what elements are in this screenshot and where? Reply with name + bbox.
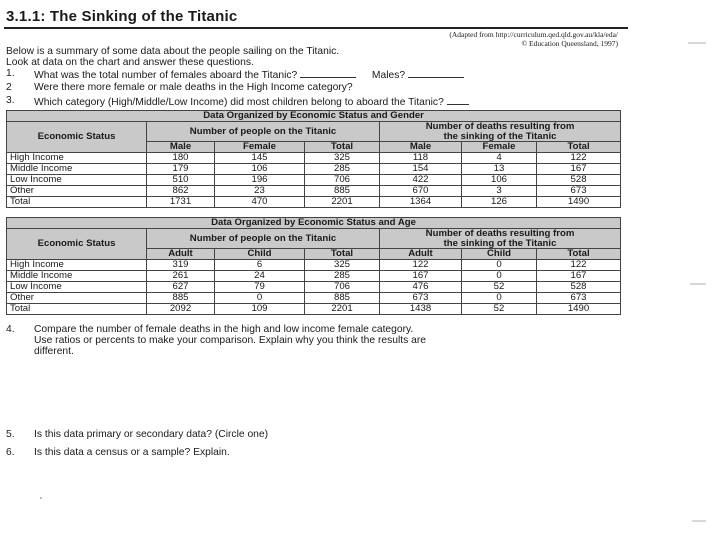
table-cell: 862 xyxy=(147,186,215,197)
row-label: Total xyxy=(7,304,147,315)
males-answer-blank[interactable] xyxy=(408,68,464,78)
table-cell: 118 xyxy=(380,153,462,164)
table-cell: 109 xyxy=(215,304,305,315)
gender-col-header: Male xyxy=(147,142,215,153)
gender-table-people-header: Number of people on the Titanic xyxy=(147,122,380,142)
table-cell: 1731 xyxy=(147,197,215,208)
table-cell: 670 xyxy=(380,186,462,197)
gender-col-header: Male xyxy=(380,142,462,153)
table-cell: 52 xyxy=(462,282,537,293)
source-line-1: (Adapted from http://curriculum.qed.qld.gov.au/kla/eda/ xyxy=(449,30,618,39)
question-5-number: 5. xyxy=(6,429,15,440)
row-label: Other xyxy=(7,186,147,197)
question-2 xyxy=(6,82,606,94)
table-cell: 1364 xyxy=(380,197,462,208)
question-6-text: Is this data a census or a sample? Explain. xyxy=(34,447,230,458)
question-2-text: Were there more female or male deaths in the High Income category? xyxy=(34,82,353,93)
table-cell: 167 xyxy=(537,164,621,175)
row-label: Low Income xyxy=(7,175,147,186)
row-label: Low Income xyxy=(7,282,147,293)
question-3-answer-blank[interactable] xyxy=(447,95,469,105)
intro-line-1: Below is a summary of some data about the people sailing on the Titanic. xyxy=(6,46,340,57)
table-row xyxy=(7,304,621,315)
question-3-prompt: Which category (High/Middle/Low Income) did most children belong to aboard the Titanic? xyxy=(34,97,444,108)
table-row xyxy=(7,260,621,271)
question-3 xyxy=(6,95,626,107)
table-cell: 167 xyxy=(537,271,621,282)
age-table-deaths-header xyxy=(380,229,621,249)
table-cell: 106 xyxy=(215,164,305,175)
question-4-text xyxy=(34,324,426,357)
scan-speck xyxy=(692,520,706,522)
gender-data-table xyxy=(6,110,621,208)
age-table-deaths-header-line-1: Number of deaths resulting from xyxy=(425,228,575,239)
table-cell: 79 xyxy=(215,282,305,293)
gender-table-caption: Data Organized by Economic Status and Gender xyxy=(7,111,621,122)
table-cell: 122 xyxy=(537,260,621,271)
row-label: Middle Income xyxy=(7,271,147,282)
table-cell: 3 xyxy=(462,186,537,197)
gender-table-deaths-header xyxy=(380,122,621,142)
age-col-header: Total xyxy=(305,249,380,260)
table-cell: 179 xyxy=(147,164,215,175)
table-cell: 285 xyxy=(305,164,380,175)
table-row xyxy=(7,282,621,293)
question-4-line-1: Compare the number of female deaths in the high and low income female category. xyxy=(34,324,414,335)
table-cell: 167 xyxy=(380,271,462,282)
row-label: High Income xyxy=(7,153,147,164)
table-cell: 422 xyxy=(380,175,462,186)
age-col-header: Adult xyxy=(380,249,462,260)
gender-col-header: Female xyxy=(462,142,537,153)
question-3-text xyxy=(34,95,469,108)
table-cell: 528 xyxy=(537,175,621,186)
question-1-text xyxy=(34,68,464,81)
table-cell: 325 xyxy=(305,153,380,164)
table-cell: 0 xyxy=(462,293,537,304)
table-cell: 885 xyxy=(305,293,380,304)
table-cell: 627 xyxy=(147,282,215,293)
scan-speck xyxy=(40,497,42,499)
question-1-prompt: What was the total number of females aboard the Titanic? xyxy=(34,70,298,81)
table-cell: 476 xyxy=(380,282,462,293)
females-answer-blank[interactable] xyxy=(300,68,356,78)
table-cell: 706 xyxy=(305,282,380,293)
table-row xyxy=(7,164,621,175)
table-cell: 2092 xyxy=(147,304,215,315)
age-table-caption: Data Organized by Economic Status and Age xyxy=(7,218,621,229)
table-cell: 122 xyxy=(380,260,462,271)
row-label: Other xyxy=(7,293,147,304)
table-row xyxy=(7,186,621,197)
row-label: High Income xyxy=(7,260,147,271)
table-row xyxy=(7,271,621,282)
table-cell: 6 xyxy=(215,260,305,271)
age-table-people-header: Number of people on the Titanic xyxy=(147,229,380,249)
table-cell: 885 xyxy=(305,186,380,197)
question-4-number: 4. xyxy=(6,324,15,335)
table-cell: 23 xyxy=(215,186,305,197)
table-cell: 0 xyxy=(462,260,537,271)
table-cell: 13 xyxy=(462,164,537,175)
table-cell: 673 xyxy=(537,293,621,304)
age-col-header: Child xyxy=(215,249,305,260)
age-col-header: Adult xyxy=(147,249,215,260)
table-cell: 325 xyxy=(305,260,380,271)
question-4-line-2: Use ratios or percents to make your comparison. Explain why you think the results are xyxy=(34,335,427,346)
table-cell: 180 xyxy=(147,153,215,164)
question-3-number: 3. xyxy=(6,95,15,106)
table-cell: 2201 xyxy=(305,197,380,208)
title-divider xyxy=(4,27,628,29)
question-6 xyxy=(6,447,606,459)
table-cell: 885 xyxy=(147,293,215,304)
table-cell: 673 xyxy=(537,186,621,197)
table-cell: 1490 xyxy=(537,304,621,315)
table-cell: 528 xyxy=(537,282,621,293)
question-1-number: 1. xyxy=(6,68,15,79)
source-citation xyxy=(383,30,618,48)
age-col-header: Child xyxy=(462,249,537,260)
table-cell: 261 xyxy=(147,271,215,282)
table-row xyxy=(7,153,621,164)
source-line-2: © Education Queensland, 1997) xyxy=(521,39,618,48)
table-cell: 196 xyxy=(215,175,305,186)
table-cell: 673 xyxy=(380,293,462,304)
row-label: Total xyxy=(7,197,147,208)
table-cell: 0 xyxy=(462,271,537,282)
gender-col-header: Total xyxy=(305,142,380,153)
question-2-number: 2 xyxy=(6,82,12,93)
table-cell: 106 xyxy=(462,175,537,186)
question-4-line-3: different. xyxy=(34,346,74,357)
age-table-status-header: Economic Status xyxy=(7,229,147,260)
gender-table-status-header: Economic Status xyxy=(7,122,147,153)
table-cell: 1490 xyxy=(537,197,621,208)
gender-col-header: Female xyxy=(215,142,305,153)
row-label: Middle Income xyxy=(7,164,147,175)
table-cell: 126 xyxy=(462,197,537,208)
gender-table-deaths-header-line-1: Number of deaths resulting from xyxy=(425,121,575,132)
question-5-text: Is this data primary or secondary data? (Circle one) xyxy=(34,429,269,440)
table-row xyxy=(7,293,621,304)
gender-table-deaths-header-line-2: the sinking of the Titanic xyxy=(443,130,557,142)
scan-speck xyxy=(690,283,706,285)
table-cell: 470 xyxy=(215,197,305,208)
question-1-males-label: Males? xyxy=(371,70,406,81)
scan-speck xyxy=(688,42,706,44)
intro-line-2: Look at data on the chart and answer these questions. xyxy=(6,57,254,68)
table-cell: 122 xyxy=(537,153,621,164)
table-cell: 319 xyxy=(147,260,215,271)
gender-col-header: Total xyxy=(537,142,621,153)
table-cell: 145 xyxy=(215,153,305,164)
table-row xyxy=(7,175,621,186)
table-cell: 510 xyxy=(147,175,215,186)
page-title: 3.1.1: The Sinking of the Titanic xyxy=(6,8,238,25)
table-cell: 285 xyxy=(305,271,380,282)
question-1 xyxy=(6,68,606,80)
table-row xyxy=(7,197,621,208)
age-data-table xyxy=(6,217,621,315)
question-6-number: 6. xyxy=(6,447,15,458)
table-cell: 52 xyxy=(462,304,537,315)
age-table-deaths-header-line-2: the sinking of the Titanic xyxy=(443,237,557,249)
table-cell: 4 xyxy=(462,153,537,164)
age-col-header: Total xyxy=(537,249,621,260)
table-cell: 154 xyxy=(380,164,462,175)
question-4 xyxy=(6,324,616,360)
table-cell: 706 xyxy=(305,175,380,186)
question-5 xyxy=(6,429,606,441)
table-cell: 1438 xyxy=(380,304,462,315)
table-cell: 0 xyxy=(215,293,305,304)
table-cell: 2201 xyxy=(305,304,380,315)
table-cell: 24 xyxy=(215,271,305,282)
